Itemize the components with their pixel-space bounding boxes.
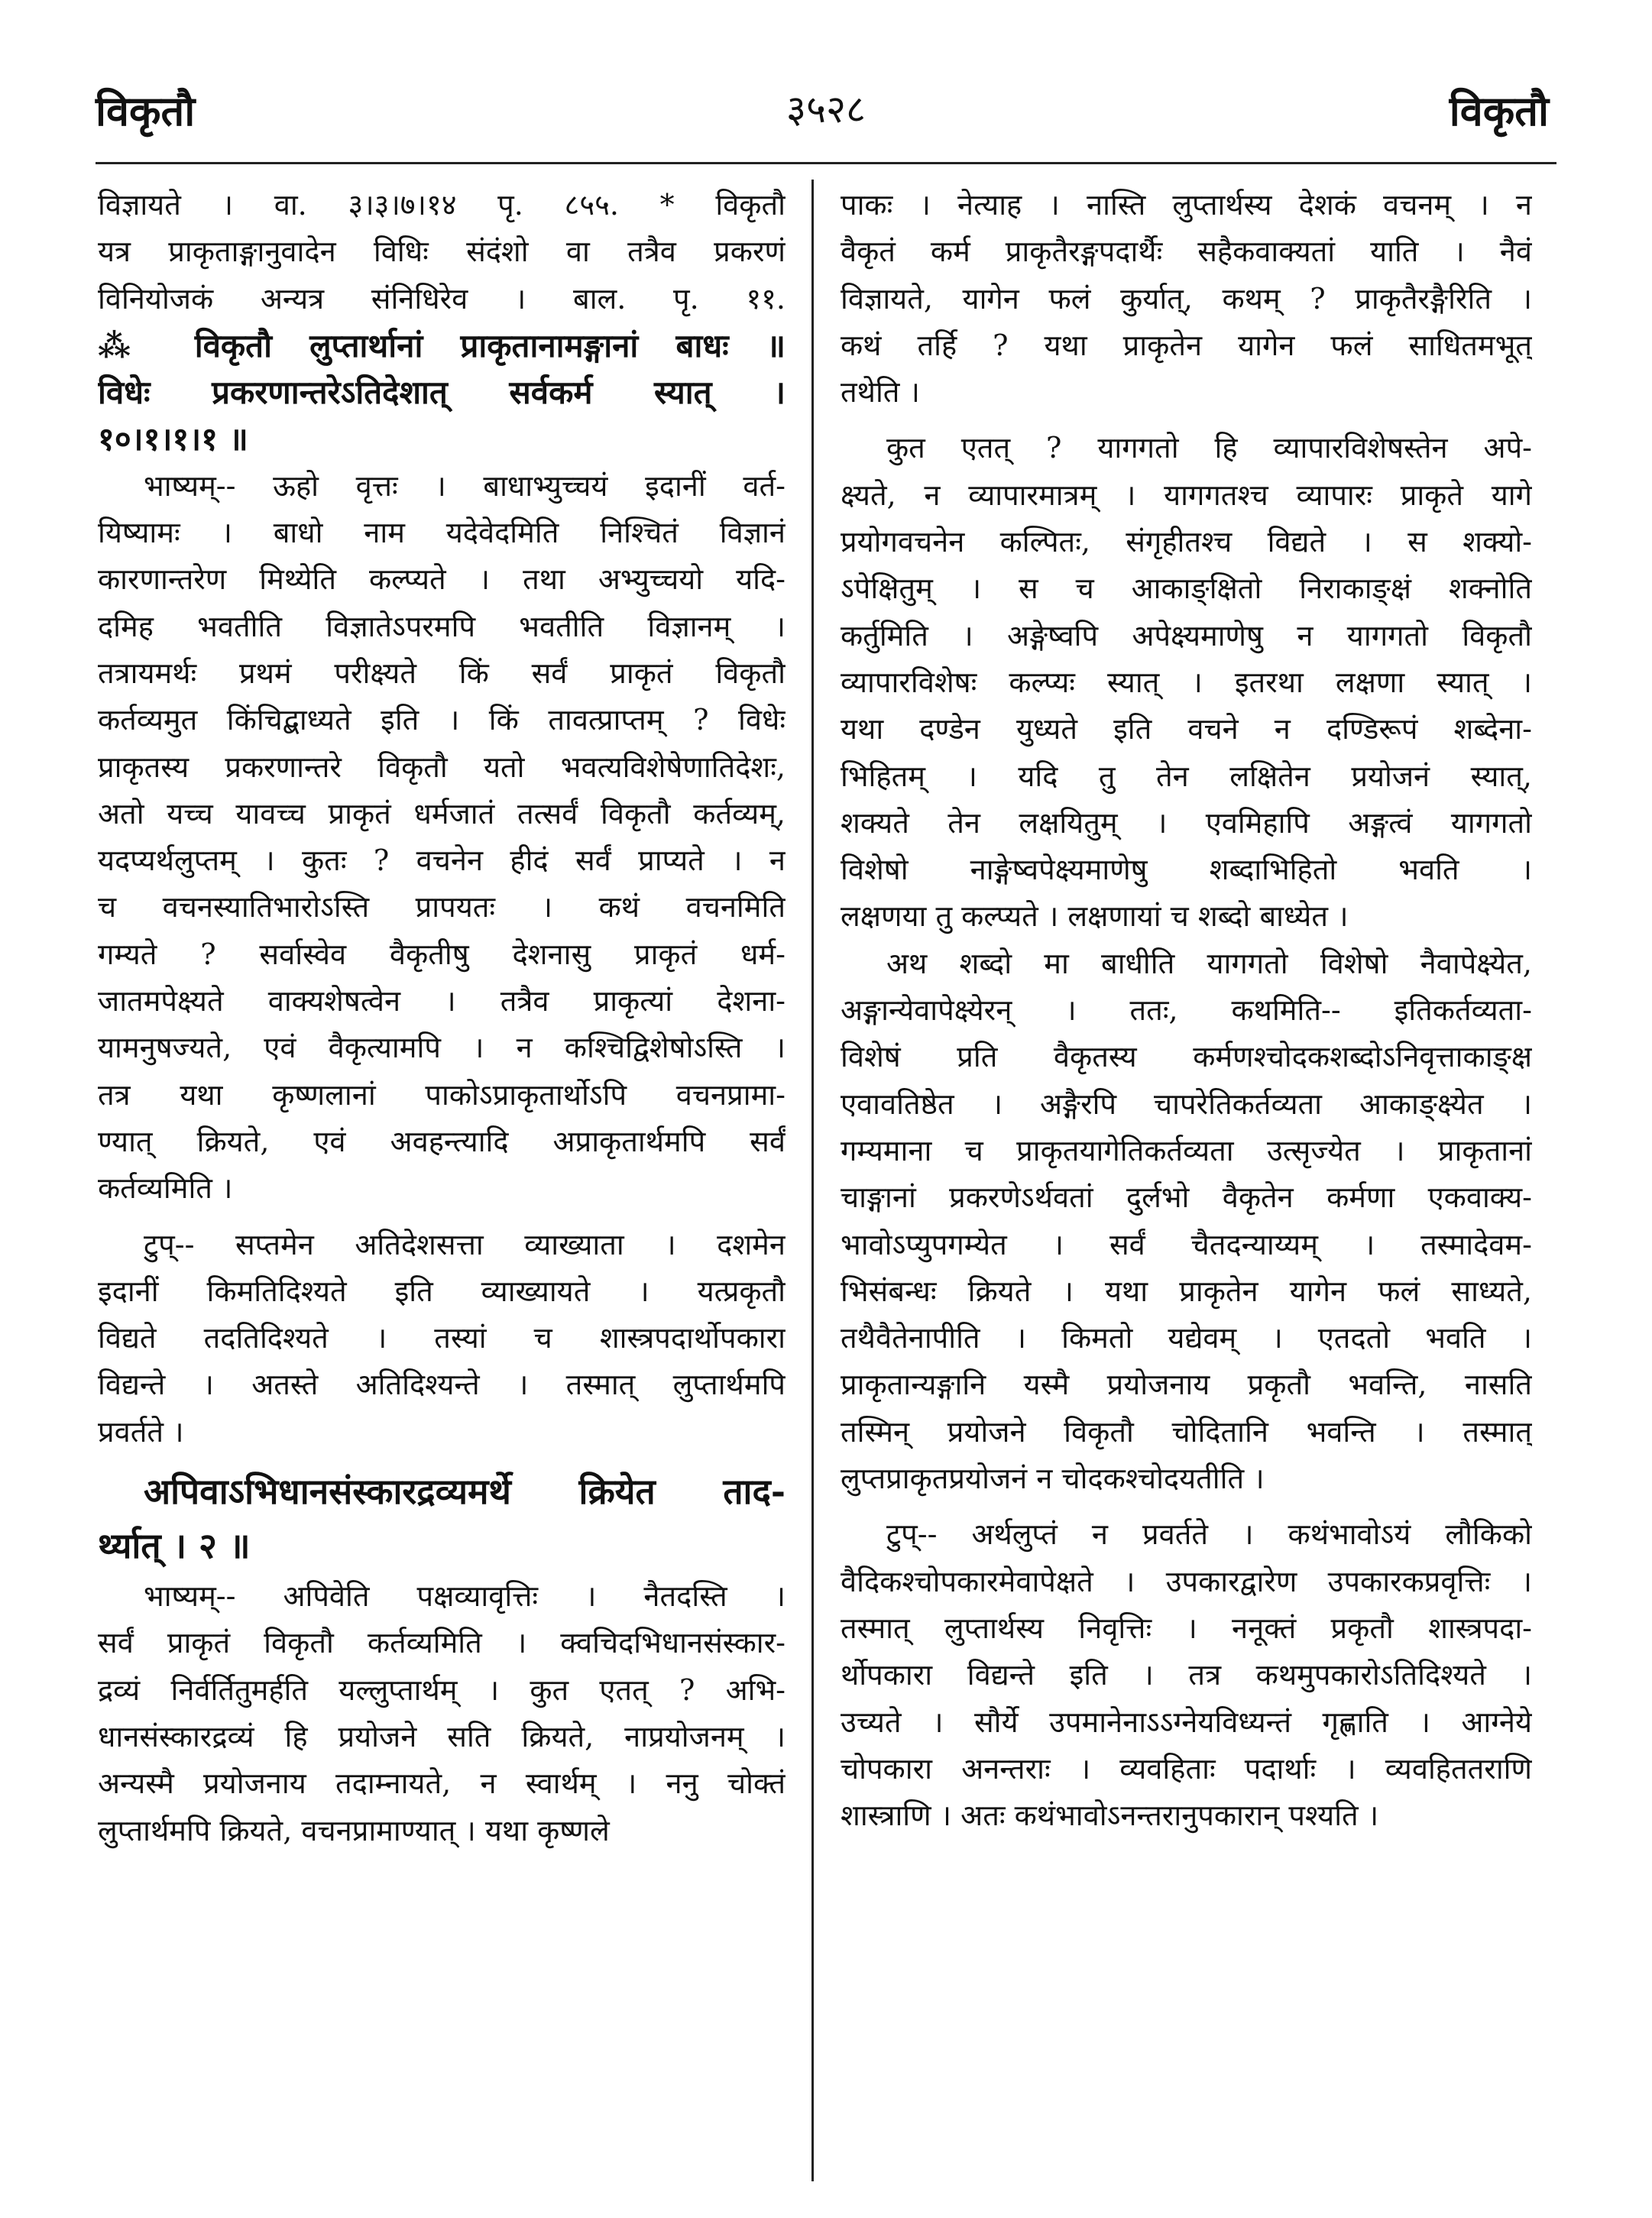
right-column-line: चाङ्गानां प्रकरणेऽर्थवतां दुर्लभो वैकृतेन कर्मणा एकवाक्य-: [841, 1180, 1532, 1215]
left-column-line: धानसंस्कारद्रव्यं हि प्रयोजने सति क्रियते, नाप्रयोजनम् ।: [98, 1719, 786, 1753]
left-column-line: ण्यात् क्रियते, एवं अवहन्त्यादि अप्राकृतार्थमपि सर्वं: [98, 1124, 786, 1158]
right-column-line: विशेषो नाङ्गेष्वपेक्ष्यमाणेषु शब्दाभिहितो भवति ।: [841, 853, 1532, 887]
right-column-line: यथा दण्डेन युध्यते इति वचने न दण्डिरूपं शब्देना-: [841, 712, 1532, 746]
left-column-line: यामनुषज्यते, एवं वैकृत्यामपि । न कश्चिद्विशेषोऽस्ति ।: [98, 1031, 786, 1065]
right-column: [841, 182, 1532, 2184]
column-divider: [811, 180, 814, 2181]
right-column-line: विशेषं प्रति वैकृतस्य कर्मणश्चोदकशब्दोऽनिवृत्ताकाङ्क्ष: [841, 1040, 1532, 1074]
left-column-line: कारणान्तरेण मिथ्येति कल्प्यते । तथा अभ्युच्चयो यदि-: [98, 562, 786, 597]
left-column-line: तत्र यथा कृष्णलानां पाकोऽप्राकृतार्थोऽपि वचनप्रामा-: [98, 1077, 786, 1112]
left-column-line: कर्तव्यमुत किंचिद्बाध्यते इति । किं तावत्प्राप्तम् ? विधेः: [98, 703, 786, 737]
left-column-line: सर्वं प्राकृतं विकृतौ कर्तव्यमिति । क्वचिदभिधानसंस्कार-: [98, 1626, 786, 1660]
left-column-line: यत्र प्राकृताङ्गानुवादेन विधिः संदंशो वा तत्रैव प्रकरणं: [98, 235, 786, 269]
right-column-line: भावोऽप्युपगम्येत । सर्वं चैतदन्याय्यम् । तस्मादेवम-: [841, 1227, 1532, 1261]
right-column-line: तस्मात् लुप्तार्थस्य निवृत्तिः । ननूक्तं प्रकृतौ शास्त्रपदा-: [841, 1611, 1532, 1645]
left-column-line: विद्यन्ते । अतस्ते अतिदिश्यन्ते । तस्मात् लुप्तार्थमपि: [98, 1368, 786, 1402]
left-column-line: दमिह भवतीति विज्ञातेऽपरमपि भवतीति विज्ञानम् ।: [98, 609, 786, 643]
running-head-left: विकृतौ: [96, 86, 196, 135]
right-column-line: कुत एतत् ? यागगतो हि व्यापारविशेषस्तेन अपे-: [886, 431, 1532, 465]
right-column-line: वैदिकश्चोपकारमेवापेक्षते । उपकारद्वारेण उपकारकप्रवृत्तिः ।: [841, 1564, 1532, 1598]
left-column-line: विनियोजकं अन्यत्र संनिधिरेव । बाल. पृ. ११.: [98, 281, 786, 316]
left-column-line: टुप्-- सप्तमेन अतिदेशसत्ता व्याख्याता । दशमेन: [144, 1227, 786, 1261]
right-column-line: उच्यते । सौर्ये उपमानेनाऽऽग्नेयविध्यन्तं गृह्णाति । आग्नेये: [841, 1705, 1532, 1739]
left-column-line: च वचनस्यातिभारोऽस्ति प्रापयतः । कथं वचनमिति: [98, 890, 786, 924]
right-column-line: तस्मिन् प्रयोजने विकृतौ चोदितानि भवन्ति । तस्मात्: [841, 1414, 1532, 1449]
right-column-line: तथेति ।: [841, 375, 920, 410]
right-column-line: र्थोपकारा विद्यन्ते इति । तत्र कथमुपकारोऽतिदिश्यते ।: [841, 1658, 1532, 1692]
right-column-line: पाकः । नेत्याह । नास्ति लुप्तार्थस्य देशकं वचनम् । न: [841, 188, 1532, 222]
left-column-line: यिष्यामः । बाधो नाम यदेवेदमिति निश्चितं विज्ञानं: [98, 516, 786, 550]
left-column-line: १०।१।१।१ ॥: [98, 420, 248, 458]
right-column-line: टुप्-- अर्थलुप्तं न प्रवर्तते । कथंभावोऽयं लौकिको: [886, 1517, 1532, 1552]
right-column-line: वैकृतं कर्म प्राकृतैरङ्गपदार्थैः सहैकवाक्यतां याति । नैवं: [841, 235, 1532, 269]
left-column-line: जातमपेक्ष्यते वाक्यशेषत्वेन । तत्रैव प्राकृत्यां देशना-: [98, 984, 786, 1018]
running-head-right: विकृतौ: [1449, 86, 1549, 135]
page-number: ३५२८: [786, 87, 866, 131]
left-column: [98, 182, 786, 2184]
right-column-line: क्ष्यते, न व्यापारमात्रम् । यागगतश्च व्यापारः प्राकृते यागे: [841, 478, 1532, 512]
left-column-line: कर्तव्यमिति ।: [98, 1171, 233, 1206]
left-column-line: भाष्यम्-- ऊहो वृत्तः । बाधाभ्युच्चयं इदानीं वर्त-: [144, 468, 786, 503]
right-column-line: कथं तर्हि ? यथा प्राकृतेन यागेन फलं साधितमभूत्: [841, 328, 1532, 362]
left-column-line: विज्ञायते । वा. ३।३।७।१४ पृ. ८५५. * विकृतौ: [98, 188, 786, 222]
left-column-line: प्रवर्तते ।: [98, 1414, 184, 1449]
right-column-line: गम्यमाना च प्राकृतयागेतिकर्तव्यता उत्सृज्येत । प्राकृतानां: [841, 1133, 1532, 1167]
right-column-line: शक्यते तेन लक्षयितुम् । एवमिहापि अङ्गत्वं यागगतो: [841, 805, 1532, 840]
left-column-line: ⁂ विकृतौ लुप्तार्थानां प्राकृतानामङ्गानां बाधः ॥: [98, 326, 786, 364]
header-rule: [96, 162, 1556, 164]
right-column-line: लक्षणया तु कल्प्यते । लक्षणायां च शब्दो बाध्येत ।: [841, 899, 1349, 934]
right-column-line: अङ्गान्येवापेक्ष्येरन् । ततः, कथमिति-- इतिकर्तव्यता-: [841, 993, 1532, 1028]
right-column-line: शास्त्राणि । अतः कथंभावोऽनन्तरानुपकारान् पश्यति ।: [841, 1799, 1379, 1833]
left-column-line: विधेः प्रकरणान्तरेऽतिदेशात् सर्वकर्म स्यात् ।: [98, 374, 786, 412]
right-column-line: एवावतिष्ठेत । अङ्गैरपि चापरेतिकर्तव्यता आकाङ्क्ष्येत ।: [841, 1086, 1532, 1121]
left-column-line: तत्रायमर्थः प्रथमं परीक्ष्यते किं सर्वं प्राकृतं विकृतौ: [98, 656, 786, 690]
left-column-line: यदप्यर्थलुप्तम् । कुतः ? वचनेन हीदं सर्वं प्राप्यते । न: [98, 843, 786, 878]
right-column-line: तथैवैतेनापीति । किमतो यद्येवम् । एतदतो भवति ।: [841, 1321, 1532, 1355]
left-column-line: अन्यस्मै प्रयोजनाय तदाम्नायते, न स्वार्थम् । ननु चोक्तं: [98, 1766, 786, 1801]
left-column-line: इदानीं किमतिदिश्यते इति व्याख्यायते । यत्प्रकृतौ: [98, 1274, 786, 1308]
right-column-line: प्राकृतान्यङ्गानि यस्मै प्रयोजनाय प्रकृतौ भवन्ति, नासति: [841, 1368, 1532, 1402]
left-column-line: अतो यच्च यावच्च प्राकृतं धर्मजातं तत्सर्वं विकृतौ कर्तव्यम्,: [98, 796, 786, 831]
left-column-line: र्थ्यात् । २ ॥: [98, 1525, 251, 1567]
left-column-line: लुप्तार्थमपि क्रियते, वचनप्रामाण्यात् । यथा कृष्णले: [98, 1813, 610, 1847]
right-column-line: भिसंबन्धः क्रियते । यथा प्राकृतेन यागेन फलं साध्यते,: [841, 1274, 1532, 1308]
right-column-line: भिहितम् । यदि तु तेन लक्षितेन प्रयोजनं स्यात्,: [841, 759, 1532, 793]
left-column-line: भाष्यम्-- अपिवेति पक्षव्यावृत्तिः । नैतदस्ति ।: [144, 1579, 786, 1614]
right-column-line: अथ शब्दो मा बाधीति यागगतो विशेषो नैवापेक्ष्येत,: [886, 946, 1532, 980]
right-column-line: कर्तुमिति । अङ्गेष्वपि अपेक्ष्यमाणेषु न यागगतो विकृतौ: [841, 618, 1532, 652]
right-column-line: विज्ञायते, यागेन फलं कुर्यात्, कथम् ? प्राकृतैरङ्गैरिति ।: [841, 281, 1532, 316]
right-column-line: ऽपेक्षितुम् । स च आकाङ्क्षितो निराकाङ्क्षं शक्नोति: [841, 571, 1532, 606]
left-column-line: अपिवाऽभिधानसंस्कारद्रव्यमर्थे क्रियेत ताद-: [144, 1471, 786, 1513]
left-column-line: विद्यते तदतिदिश्यते । तस्यां च शास्त्रपदार्थोपकारा: [98, 1321, 786, 1355]
left-column-line: गम्यते ? सर्वास्वेव वैकृतीषु देशनासु प्राकृतं धर्म-: [98, 937, 786, 971]
right-column-line: लुप्तप्राकृतप्रयोजनं न चोदकश्चोदयतीति ।: [841, 1462, 1265, 1496]
right-column-line: व्यापारविशेषः कल्प्यः स्यात् । इतरथा लक्षणा स्यात् ।: [841, 665, 1532, 699]
left-column-line: द्रव्यं निर्वर्तितुमर्हति यल्लुप्तार्थम् । कुत एतत् ? अभि-: [98, 1672, 786, 1707]
left-column-line: प्राकृतस्य प्रकरणान्तरे विकृतौ यतो भवत्यविशेषेणातिदेशः,: [98, 750, 786, 784]
right-column-line: प्रयोगवचनेन कल्पितः, संगृहीतश्च विद्यते । स शक्यो-: [841, 525, 1532, 559]
right-column-line: चोपकारा अनन्तराः । व्यवहिताः पदार्थाः । व्यवहिततराणि: [841, 1751, 1532, 1786]
